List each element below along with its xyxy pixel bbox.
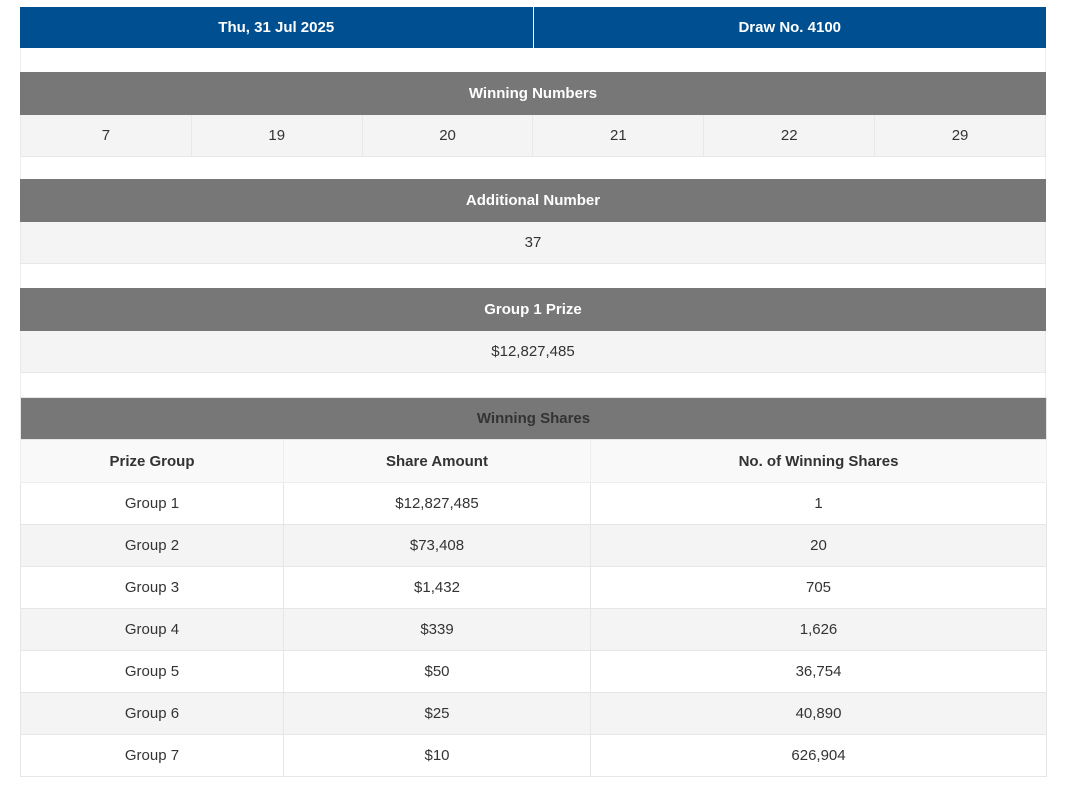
share-amount-cell: $339 [284, 609, 591, 651]
winning-shares-table [20, 397, 1047, 777]
winning-shares-cell: 20 [591, 525, 1047, 567]
column-header-share-amount: Share Amount [284, 440, 591, 483]
table-row [21, 483, 1047, 525]
winning-number: 19 [191, 115, 362, 157]
winning-shares-cell: 705 [591, 567, 1047, 609]
prize-group-cell: Group 1 [21, 483, 284, 525]
share-amount-cell: $12,827,485 [284, 483, 591, 525]
table-row [21, 651, 1047, 693]
share-amount-cell: $73,408 [284, 525, 591, 567]
results-container [20, 7, 1046, 777]
table-row [21, 567, 1047, 609]
winning-number: 21 [533, 115, 704, 157]
prize-group-cell: Group 2 [21, 525, 284, 567]
winning-shares-cell: 1 [591, 483, 1047, 525]
group1-prize-table [20, 288, 1046, 373]
winning-shares-cell: 40,890 [591, 693, 1047, 735]
share-amount-cell: $50 [284, 651, 591, 693]
share-amount-cell: $25 [284, 693, 591, 735]
winning-number: 22 [704, 115, 875, 157]
prize-group-cell: Group 6 [21, 693, 284, 735]
additional-number-title: Additional Number [21, 180, 1046, 222]
winning-shares-title: Winning Shares [21, 398, 1047, 440]
table-row [21, 609, 1047, 651]
winning-shares-cell: 626,904 [591, 735, 1047, 777]
share-amount-cell: $10 [284, 735, 591, 777]
winning-numbers-title: Winning Numbers [21, 73, 1046, 115]
winning-number: 7 [21, 115, 192, 157]
column-header-prize-group: Prize Group [21, 440, 284, 483]
table-row [21, 525, 1047, 567]
additional-number-table [20, 179, 1046, 264]
additional-number-value: 37 [21, 222, 1046, 264]
spacer [20, 264, 1046, 288]
spacer [20, 373, 1046, 397]
table-row [21, 735, 1047, 777]
spacer [20, 157, 1046, 179]
draw-number: Draw No. 4100 [533, 7, 1046, 48]
winning-number: 20 [362, 115, 533, 157]
group1-prize-value: $12,827,485 [21, 331, 1046, 373]
column-header-winning-shares: No. of Winning Shares [591, 440, 1047, 483]
share-amount-cell: $1,432 [284, 567, 591, 609]
winning-number: 29 [875, 115, 1046, 157]
prize-group-cell: Group 5 [21, 651, 284, 693]
winning-numbers-table [20, 72, 1046, 157]
winning-shares-cell: 1,626 [591, 609, 1047, 651]
table-row [21, 693, 1047, 735]
prize-group-cell: Group 3 [21, 567, 284, 609]
prize-group-cell: Group 4 [21, 609, 284, 651]
draw-header [20, 7, 1046, 48]
winning-shares-cell: 36,754 [591, 651, 1047, 693]
spacer [20, 48, 1046, 72]
draw-date: Thu, 31 Jul 2025 [20, 7, 533, 48]
prize-group-cell: Group 7 [21, 735, 284, 777]
group1-prize-title: Group 1 Prize [21, 289, 1046, 331]
